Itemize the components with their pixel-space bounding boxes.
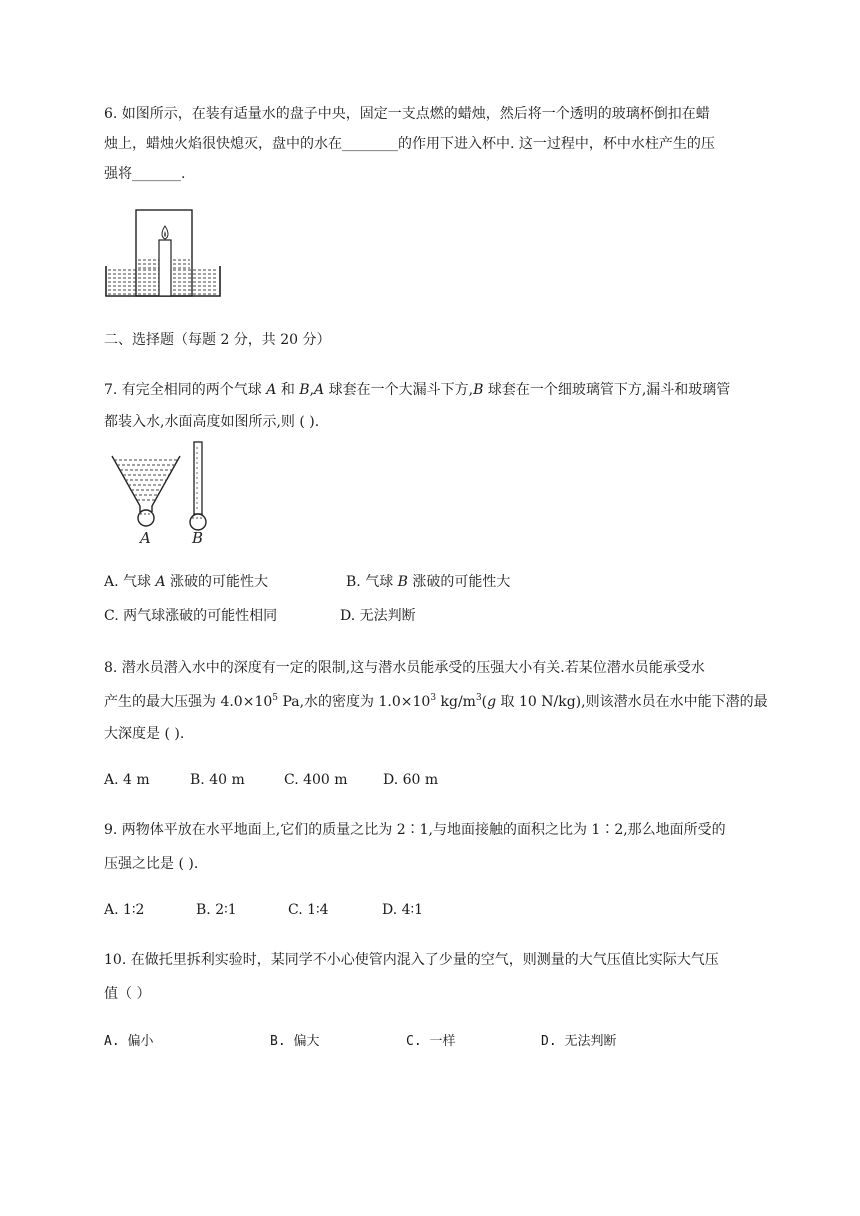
candle-glass-figure — [104, 208, 224, 300]
balloon-b-label: B — [192, 529, 204, 547]
q7-option-b[interactable]: B. 气球 B 涨破的可能性大 — [346, 574, 511, 590]
q10-option-a[interactable]: A. 偏小 — [104, 1034, 154, 1049]
q8-option-b[interactable]: B. 40 m — [190, 772, 245, 788]
q8-pressure-text: 产生的最大压强为 4.0×10 — [104, 694, 273, 710]
q9-text-line-2: 压强之比是 ( ). — [104, 856, 199, 872]
q8-density-unit: kg/m — [436, 694, 476, 710]
q10-text-line-2: 值（ ） — [104, 986, 151, 1002]
q6-text-line-1: 6. 如图所示，在装有适量水的盘子中央，固定一支点燃的蜡烛，然后将一个透明的玻璃杯倒扣在蜡 — [104, 106, 710, 122]
q8-option-d[interactable]: D. 60 m — [383, 772, 439, 788]
q9-text-line-1: 9. 两物体平放在水平地面上,它们的质量之比为 2∶1,与地面接触的面积之比为 1∶2,那么地面所受的 — [104, 822, 726, 838]
q8-text-line-2 — [104, 692, 768, 712]
q9-option-c[interactable]: C. 1∶4 — [288, 902, 329, 918]
q7-option-c[interactable]: C. 两气球涨破的可能性相同 — [104, 608, 278, 624]
q10-option-c[interactable]: C. 一样 — [406, 1034, 456, 1049]
q8-text-line-3: 大深度是 ( ). — [104, 726, 185, 742]
q10-option-b[interactable]: B. 偏大 — [270, 1034, 320, 1049]
section-heading: 二、选择题（每题 2 分，共 20 分） — [104, 332, 331, 348]
q10-text-line-1: 10. 在做托里拆利实验时，某同学不小心使管内混入了少量的空气，则测量的大气压值比实际大气压 — [104, 952, 719, 968]
q7-option-a[interactable]: A. 气球 A 涨破的可能性大 — [104, 574, 269, 590]
q8-option-a[interactable]: A. 4 m — [104, 772, 150, 788]
q8-density-unit-exponent: 3 — [475, 693, 482, 703]
q6-text-line-3: 强将_______. — [104, 166, 186, 182]
q9-option-a[interactable]: A. 1∶2 — [104, 902, 145, 918]
q8-density-text: Pa,水的密度为 1.0×10 — [278, 694, 431, 710]
q9-option-b[interactable]: B. 2∶1 — [196, 902, 237, 918]
q7-text-line-2: 都装入水,水面高度如图所示,则 ( ). — [104, 414, 320, 430]
q10-option-d[interactable]: D. 无法判断 — [541, 1034, 617, 1049]
q7-text-line-1: 7. 有完全相同的两个气球 A 和 B,A 球套在一个大漏斗下方,B 球套在一个细玻璃管下方,漏斗和玻璃管 — [104, 382, 731, 398]
q8-option-c[interactable]: C. 400 m — [284, 772, 348, 788]
funnel-tube-figure — [108, 440, 218, 550]
q8-density-exponent: 3 — [430, 693, 437, 703]
q7-option-d[interactable]: D. 无法判断 — [340, 608, 416, 624]
q9-option-d[interactable]: D. 4∶1 — [382, 902, 424, 918]
q8-gravity-text: (g 取 10 N/kg),则该潜水员在水中能下潜的最 — [481, 694, 768, 710]
q8-pressure-exponent: 5 — [272, 693, 278, 703]
balloon-a-label: A — [140, 529, 151, 547]
q8-text-line-1: 8. 潜水员潜入水中的深度有一定的限制,这与潜水员能承受的压强大小有关.若某位潜水员能承受水 — [104, 660, 705, 676]
q6-text-line-2: 烛上，蜡烛火焰很快熄灭，盘中的水在________的作用下进入杯中. 这一过程中，杯中水柱产生的压 — [104, 136, 715, 152]
